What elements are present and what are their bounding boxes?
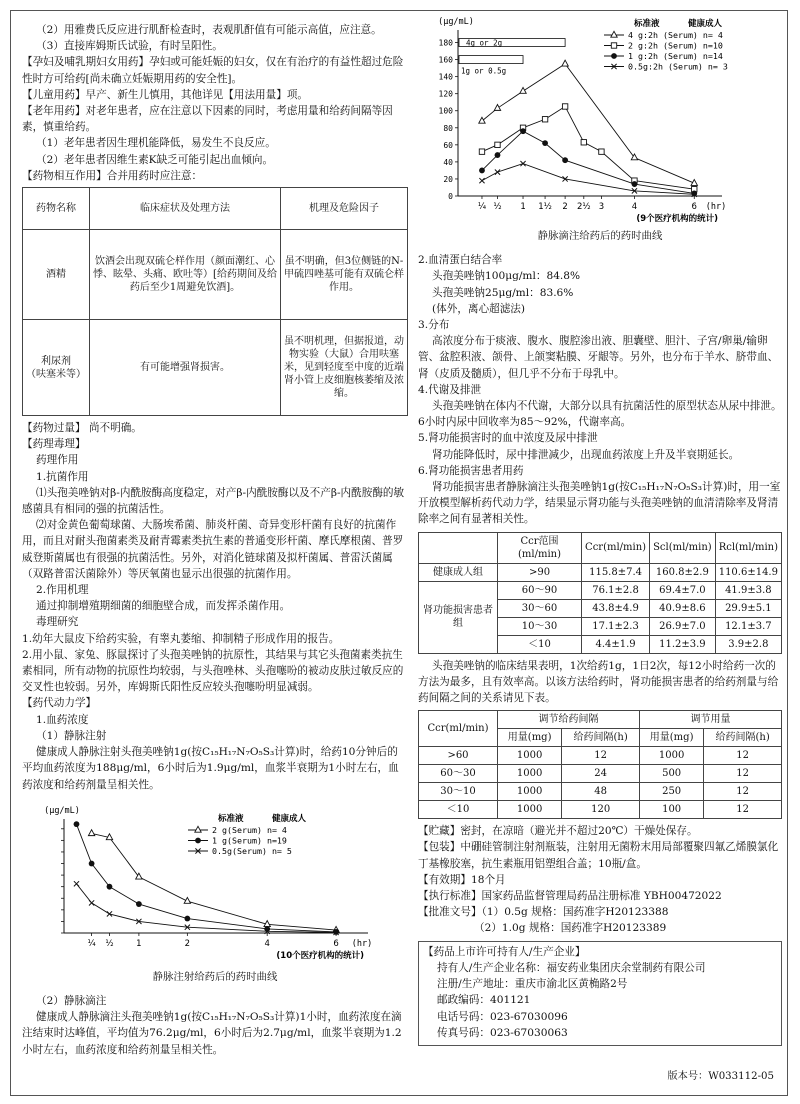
text-para: 肾功能损害患者静脉滴注头孢美唑钠1g(按C₁₅H₁₇N₇O₅S₃计算)时，用一室开放模型解析药代动力学，结果显示肾功能与头孢美唑钠的血清清除率及肾清除率之间有显著相关性。: [418, 481, 781, 526]
subheading: 5.肾功能损害时的血中浓度及尿中排泄: [418, 432, 598, 445]
text-para: 通过抑制增殖期细菌的细胞壁合成，而发挥杀菌作用。: [36, 600, 291, 613]
x-tick-label: 2: [562, 202, 568, 212]
table-header: 用量(mg): [498, 729, 562, 747]
legend-label: 1 g(Serum) n=19: [212, 835, 287, 846]
square-marker: [495, 142, 500, 147]
table-cell: 1000: [498, 765, 562, 783]
circle-marker: [479, 168, 485, 174]
legend-label: 1 g:2h (Serum) n=14: [628, 51, 723, 61]
legend-title: 健康成人: [688, 19, 723, 29]
section-pharmacokinetics: 【药代动力学】: [22, 697, 97, 710]
table-cell: 48: [562, 783, 640, 801]
x-tick-label: 6: [333, 938, 339, 949]
legend-label: 0.5g:2h (Serum) n= 3: [628, 61, 728, 72]
x-tick-label: ½: [493, 202, 502, 212]
triangle-marker: [494, 104, 500, 110]
table-cell: 250: [639, 783, 703, 801]
table-cell: ＜10: [498, 635, 582, 653]
series-line: [482, 131, 694, 193]
chart-note: (9个医疗机构的统计): [636, 214, 718, 224]
section-storage: 【贮藏】密封，在凉暗（避光并不超过20℃）干燥处保存。: [418, 825, 698, 838]
table-cell: 12: [704, 765, 782, 783]
subheading: （2）静脉滴注: [36, 994, 107, 1007]
circle-marker: [562, 157, 568, 163]
cross-marker: [89, 900, 94, 905]
chart-iv-infusion-svg: [418, 16, 782, 228]
table-cell: 30～10: [419, 783, 498, 801]
section-approval: 【批准文号】（1）0.5g 规格：国药准字H20123388: [418, 906, 669, 919]
cross-marker: [74, 881, 79, 886]
y-tick-label: 120: [438, 89, 453, 99]
x-tick-label: 4: [631, 202, 638, 212]
x-tick-label: 6: [691, 202, 697, 212]
chart-iv-injection: [22, 799, 408, 985]
circle-marker: [195, 837, 201, 843]
infusion-bar-label: 1g or 0.5g: [461, 66, 507, 76]
table-cell: 30～60: [498, 599, 582, 617]
table-cell: 健康成人组: [419, 563, 498, 581]
table-cell: 4.4±1.9: [582, 635, 650, 653]
triangle-marker: [479, 117, 485, 123]
table-cell: 虽不明确，但3位侧链的N-甲硫四唑基可能有双硫仑样作用。: [281, 230, 408, 320]
table-row: [419, 747, 782, 765]
text-line: 持有人/生产企业名称：福安药业集团庆余堂制药有限公司: [437, 961, 706, 974]
table-header: 机理及危险因子: [281, 188, 408, 230]
table-cell: 1000: [498, 783, 562, 801]
table-cell: 17.1±2.3: [582, 617, 650, 635]
text-para: ⑴头孢美唑钠对β-内酰胺酶高度稳定，对产β-内酰胺酶以及不产β-内酰胺酶的敏感菌具有相同的强的抗菌活性。: [22, 486, 405, 516]
legend-label: 2 g(Serum) n= 4: [212, 824, 287, 835]
triangle-marker: [611, 31, 617, 37]
table-row: [419, 581, 782, 599]
table-cell: 11.2±3.9: [650, 635, 716, 653]
text-line: （2）老年患者因维生素K缺乏可能引起出血倾向。: [36, 153, 274, 166]
table-cell: 76.1±2.8: [582, 581, 650, 599]
text-line: (体外，离心超滤法): [432, 302, 526, 315]
x-axis-unit: (hr): [351, 938, 373, 949]
table-cell: 12: [704, 801, 782, 819]
text-para: 头孢美唑钠在体内不代谢，大部分以具有抗菌活性的原型状态从尿中排泄。6小时内尿中回收率为85～92%，代谢率高。: [418, 400, 782, 429]
y-tick-label: 0: [448, 192, 453, 201]
table-cell: 110.6±14.9: [715, 563, 781, 581]
x-tick-label: 2: [184, 938, 191, 949]
section-pregnancy: 【孕妇及哺乳期妇女用药】孕妇或可能妊娠的妇女，仅在有治疗的有益性超过危险性时方可给药[尚未确立妊娠期用药的安全性]。: [22, 56, 404, 85]
circle-marker: [691, 191, 697, 197]
series-line: [76, 883, 336, 932]
chart-iv-infusion: [418, 16, 782, 244]
text-line: （2）用雅费氏反应进行肌酐检查时，表观肌酐值有可能示高值，应注意。: [36, 24, 382, 36]
table-cell: 60～90: [498, 581, 582, 599]
subheading: 1.抗菌作用: [36, 470, 89, 483]
table-cell: 120: [562, 801, 640, 819]
text-line: 邮政编码：401121: [437, 994, 531, 1007]
section-packaging: 【包装】中硼硅管制注射剂瓶装，注射用无菌粉末用局部覆聚四氟乙烯膜氯化丁基橡胶塞，抗生素瓶用铝塑组合盖；10瓶/盒。: [418, 841, 779, 870]
x-tick-label: ½: [105, 938, 114, 949]
legend-title: 健康成人: [272, 813, 307, 824]
section-standard: 【执行标准】国家药品监督管理局药品注册标准 YBH00472022: [418, 890, 722, 903]
legend-title: 标准液: [634, 19, 660, 29]
cross-marker: [520, 161, 525, 166]
table-cell: 3.9±2.8: [715, 635, 781, 653]
subheading: 2.作用机理: [36, 584, 89, 597]
table-cell: 24: [562, 765, 640, 783]
y-tick-label: 140: [438, 72, 453, 82]
subheading: 4.代谢及排泄: [418, 383, 482, 396]
text-para: 高浓度分布于痰液、腹水、腹腔渗出液、胆囊壁、胆汁、子宫/卵巢/输卵管、盆腔积液、颌骨、上颌窦粘膜、牙龈等。另外，也分布于羊水、脐带血、肾（皮质及髓质），但几乎不分布于母乳中。: [418, 335, 779, 380]
text-para: 头孢美唑钠的临床结果表明，1次给药1g，1日2次，每12小时给药一次的方法为最多，且有效率高。以该方法给药时，肾功能损害患者的给药剂量与给药间隔之间的关系请见下表。: [418, 659, 779, 705]
text-para: 健康成人静脉滴注头孢美唑钠1g(按C₁₅H₁₇N₇O₅S₃计算)1小时，血药浓度在滴注结束时达峰值，平均值为76.2μg/ml，6小时后为2.7μg/ml，血浆半衰期为1.2小时左右，血药浓度和给药剂量呈相关性。: [22, 1011, 402, 1056]
clearance-table: [418, 532, 782, 654]
subheading: 3.分布: [418, 319, 450, 332]
chart-iv-injection-svg: [22, 799, 408, 969]
infusion-bar: [459, 56, 523, 64]
circle-marker: [520, 128, 526, 134]
x-axis-unit: (hr): [705, 202, 727, 212]
circle-marker: [107, 883, 113, 889]
legend-label: 0.5g(Serum) n= 5: [212, 845, 292, 856]
circle-marker: [74, 821, 80, 827]
table-header: 临床症状及处理方法: [90, 188, 281, 230]
right-column: [418, 16, 782, 1046]
table-cell: 115.8±7.4: [582, 563, 650, 581]
table-header: Rcl(ml/min): [715, 532, 781, 563]
text-line: 头孢美唑钠100μg/ml：84.8%: [432, 270, 581, 283]
table-header: 调节用量: [639, 711, 781, 729]
chart-note: (10个医疗机构的统计): [276, 950, 364, 961]
legend-label: 2 g:2h (Serum) n=10: [628, 40, 723, 51]
drug-name: 利尿剂: [41, 355, 71, 367]
circle-marker: [184, 915, 190, 921]
circle-marker: [136, 901, 142, 907]
text-para: 肾功能降低时，尿中排泄减少，出现血药浓度上升及半衰期延长。: [432, 448, 740, 461]
text-para: ⑵对金黄色葡萄球菌、大肠埃希菌、肺炎杆菌、奇异变形杆菌有良好的抗菌作用，而且对耐头孢菌素类及耐青霉素类抗生素的普通变形杆菌、摩氏摩根菌、普罗威登斯菌属也有很强的抗菌活性。另外，对消化链球菌及拟杆菌属、普雷沃菌属（双路普雷沃菌除外）等厌氧菌也显示出很强的抗菌作用。: [22, 519, 404, 580]
table-header: Ccr(ml/min): [582, 532, 650, 563]
square-marker: [562, 104, 567, 109]
y-tick-label: 40: [443, 157, 453, 167]
subheading: 毒理研究: [36, 616, 79, 629]
text-line: 电话号码：023-67030096: [437, 1010, 568, 1023]
text-line: （1）老年患者因生理机能降低，易发生不良反应。: [36, 137, 276, 150]
triangle-marker: [562, 60, 568, 66]
text-line: （3）直接库姆斯氏试验，有时呈阳性。: [36, 40, 223, 53]
section-pharmacology: 【药理毒理】: [22, 438, 86, 451]
table-cell: [23, 320, 90, 416]
x-tick-label: ¼: [477, 202, 487, 212]
table-row: [419, 563, 782, 581]
circle-marker: [542, 140, 548, 146]
square-marker: [581, 140, 586, 145]
triangle-marker: [520, 87, 526, 93]
table-cell: 虽不明机理，但据报道，动物实验（大鼠）合用呋塞米，见到轻度至中度的近端肾小管上皮细胞核萎缩及浓缩。: [281, 320, 408, 416]
table-row: [419, 783, 782, 801]
table-cell: 60～30: [419, 765, 498, 783]
table-cell: 100: [639, 801, 703, 819]
table-cell: 12.1±3.7: [715, 617, 781, 635]
series-line: [482, 106, 694, 189]
table-cell: 41.9±3.8: [715, 581, 781, 599]
text-para: 健康成人静脉注射头孢美唑钠1g(按C₁₅H₁₇N₇O₅S₃计算)时，给药10分钟后的平均血药浓度为188μg/ml，6小时后为1.9μg/ml，血浆半衰期为1小时左右，血药浓度和给药剂量呈相关性。: [22, 746, 399, 791]
table-cell: 40.9±8.6: [650, 599, 716, 617]
x-tick-label: ¼: [87, 938, 96, 949]
section-interactions: 【药物相互作用】合并用药时应注意：: [22, 169, 203, 182]
y-axis-unit: (μg/mL): [44, 805, 80, 816]
table-cell: ＜10: [419, 801, 498, 819]
y-tick-label: 80: [443, 123, 453, 133]
table-cell: 1000: [498, 801, 562, 819]
table-header: Ccr(ml/min): [419, 711, 498, 747]
table-cell: >60: [419, 747, 498, 765]
left-column: [22, 22, 408, 1058]
text-line: 头孢美唑钠25μg/ml：83.6%: [432, 286, 574, 299]
table-cell: 饮酒会出现双硫仑样作用（颜面潮红、心悸、眩晕、头痛、欧吐等）[给药期间及给药后至少1周避免饮酒]。: [90, 230, 281, 320]
text-para: 1.幼年大鼠皮下给药实验，有睾丸萎缩、抑制精子形成作用的报告。: [22, 632, 340, 645]
circle-marker: [89, 860, 95, 866]
text-para: 2.用小鼠、家兔、豚鼠探讨了头孢美唑钠的抗原性，其结果与其它头孢菌素类抗生素相同，所有动物的抗原性均较弱，与头孢唑林、头孢噻吩的被动皮肤过敏反应的交叉性也较弱。另外，库姆斯氏阳性反应较头孢噻吩明显减弱。: [22, 648, 404, 694]
y-tick-label: 100: [438, 106, 453, 116]
table-header: 药物名称: [23, 188, 90, 230]
interaction-table: [22, 187, 408, 416]
x-tick-label: 3: [598, 202, 605, 212]
y-tick-label: 160: [438, 55, 453, 65]
table-cell: 12: [704, 747, 782, 765]
chart-caption: 静脉注射给药后的药时曲线: [152, 970, 278, 983]
table-cell: 1000: [639, 747, 703, 765]
square-marker: [599, 149, 604, 154]
y-tick-label: 20: [443, 174, 453, 184]
square-marker: [611, 43, 616, 48]
circle-marker: [611, 53, 617, 59]
table-header: 用量(mg): [639, 729, 703, 747]
table-cell: 29.9±5.1: [715, 599, 781, 617]
table-cell: 12: [704, 783, 782, 801]
x-tick-label: 2½: [576, 202, 591, 212]
table-cell: 26.9±7.0: [650, 617, 716, 635]
drug-name-note: （呋塞米等）: [26, 368, 86, 380]
table-cell: >90: [498, 563, 582, 581]
table-header: 给药间隔(h): [704, 729, 782, 747]
series-line: [482, 64, 694, 183]
section-overdose: 【药物过量】 尚不明确。: [22, 422, 142, 435]
x-tick-label: 1½: [538, 202, 552, 212]
subheading: 2.血清蛋白结合率: [418, 254, 503, 267]
subheading: 6.肾功能损害患者用药: [418, 464, 524, 477]
table-header: 给药间隔(h): [562, 729, 640, 747]
y-axis-unit: (μg/mL): [438, 17, 474, 27]
version-number: 版本号：W033112-05: [667, 1071, 774, 1082]
subheading: 药理作用: [36, 454, 79, 467]
table-cell: 肾功能损害患者组: [419, 581, 498, 653]
square-marker: [542, 117, 547, 122]
manufacturer-box: [418, 941, 782, 1046]
table-cell: 43.8±4.9: [582, 599, 650, 617]
table-cell: 69.4±7.0: [650, 581, 716, 599]
infusion-bar-label: 4g or 2g: [466, 38, 503, 48]
triangle-marker: [195, 826, 201, 832]
subheading: 1.血药浓度: [36, 713, 89, 726]
approval-line: （2）1.0g 规格：国药准字H20123389: [474, 922, 667, 935]
section-validity: 【有效期】18个月: [418, 873, 506, 886]
table-cell: 500: [639, 765, 703, 783]
legend-label: 4 g:2h (Serum) n= 4: [628, 30, 723, 40]
text-line: 传真号码：023-67030063: [437, 1026, 568, 1039]
y-tick-label: 180: [438, 38, 453, 48]
circle-marker: [632, 181, 638, 187]
table-row: [419, 801, 782, 819]
section-elderly: 【老年用药】对老年患者，应在注意以下因素的同时，考虑用量和给药间隔等因素，慎重给药。: [22, 105, 393, 134]
chart-caption: 静脉滴注给药后的药时曲线: [537, 230, 663, 242]
x-tick-label: 4: [264, 938, 270, 949]
table-header: 调节给药间隔: [498, 711, 640, 729]
table-row: [419, 765, 782, 783]
subheading: （1）静脉注射: [36, 729, 107, 742]
table-cell: 12: [562, 747, 640, 765]
cross-marker: [495, 170, 500, 175]
table-cell: 有可能增强肾损害。: [90, 320, 281, 416]
x-tick-label: 1: [136, 938, 142, 949]
section-children: 【儿童用药】早产、新生儿慎用，其他详见【用法用量】项。: [22, 88, 309, 101]
x-tick-label: 1: [520, 202, 526, 212]
table-cell: 酒精: [23, 230, 90, 320]
section-manufacturer: 【药品上市许可持有人/生产企业】: [423, 945, 586, 958]
y-tick-label: 60: [443, 140, 453, 150]
cross-marker: [479, 178, 484, 183]
dosing-table: [418, 710, 782, 819]
text-line: 注册/生产地址：重庆市渝北区黄桷路2号: [437, 978, 628, 991]
table-header: Ccr范围(ml/min): [498, 532, 582, 563]
table-cell: 10～30: [498, 617, 582, 635]
table-header: Scl(ml/min): [650, 532, 716, 563]
triangle-marker: [88, 829, 94, 835]
table-cell: 1000: [498, 747, 562, 765]
cross-marker: [107, 911, 112, 916]
circle-marker: [495, 152, 501, 158]
table-cell: 160.8±2.9: [650, 563, 716, 581]
legend-title: 标准液: [218, 813, 244, 824]
square-marker: [479, 149, 484, 154]
